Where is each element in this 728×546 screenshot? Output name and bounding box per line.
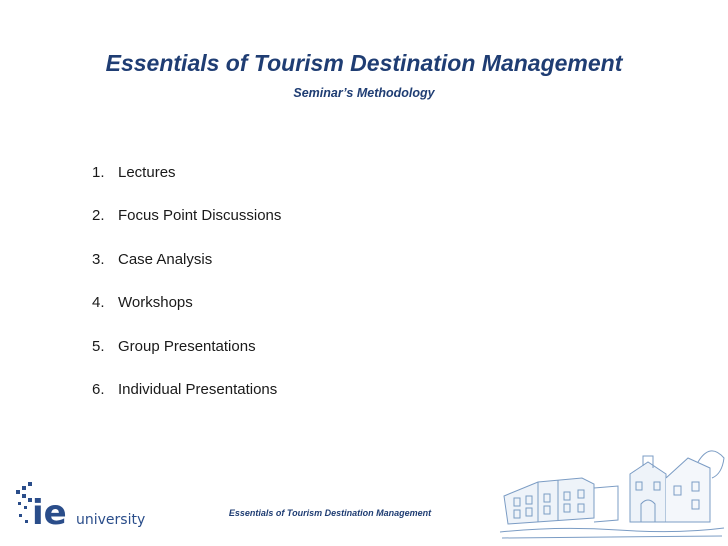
list-item xyxy=(92,251,281,294)
list-item xyxy=(92,164,281,207)
list-item xyxy=(92,338,281,381)
list-item-label: Group Presentations xyxy=(118,337,256,355)
list-item-label: Workshops xyxy=(118,294,193,312)
list-item-label: Focus Point Discussions xyxy=(118,207,282,225)
ie-university-logo xyxy=(16,478,146,534)
list-item-number: 6. xyxy=(92,380,105,398)
list-item-label: Case Analysis xyxy=(118,250,213,268)
logo-word: university xyxy=(76,512,146,528)
list-item xyxy=(92,207,281,250)
list-item-number: 4. xyxy=(92,294,105,312)
list-item-label: Individual Presentations xyxy=(118,380,278,398)
list-item-label: Lectures xyxy=(118,164,176,181)
methodology-list xyxy=(92,164,281,424)
slide-title: Essentials of Tourism Destination Management xyxy=(105,50,623,76)
footer-text: Essentials of Tourism Destination Management xyxy=(228,508,432,518)
slide-subtitle: Seminar’s Methodology xyxy=(293,86,435,100)
list-item-number: 2. xyxy=(92,207,105,225)
list-item-number: 5. xyxy=(92,337,105,355)
building-sketch xyxy=(498,438,726,542)
list-item xyxy=(92,381,281,424)
logo-mark: ie xyxy=(32,493,67,533)
list-item-number: 1. xyxy=(92,164,105,181)
list-item-number: 3. xyxy=(92,250,105,268)
list-item xyxy=(92,294,281,337)
